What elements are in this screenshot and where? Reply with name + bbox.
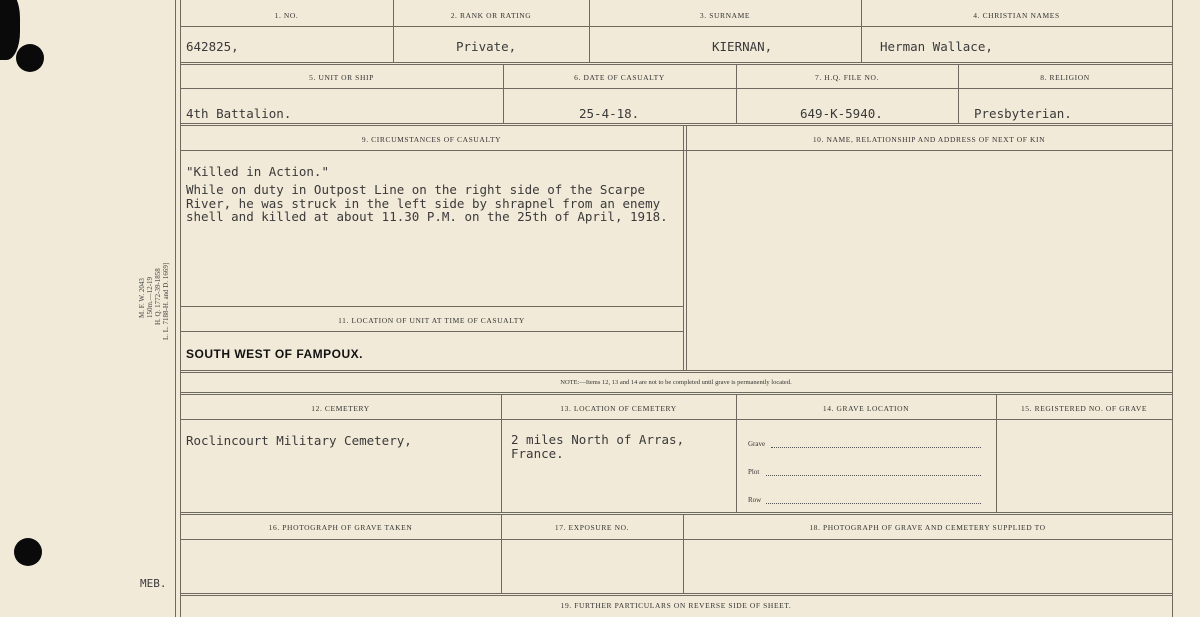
rule <box>180 88 1172 89</box>
col-divider <box>589 0 590 62</box>
col-divider <box>683 126 684 370</box>
header-file-no: 7. H.Q. FILE NO. <box>815 73 879 82</box>
circumstances-text: While on duty in Outpost Line on the right side of the Scarpe River, he was struck in the left side by shrapnel from an enemy shell and killed at about 11.30 P.M. on the 25th of April, 1918. <box>186 182 668 224</box>
unit: 4th Battalion. <box>186 106 292 121</box>
header-photograph-supplied: 18. PHOTOGRAPH OF GRAVE AND CEMETERY SUPPLIED TO <box>809 523 1046 532</box>
col-divider <box>861 0 862 62</box>
clerk-initials: MEB. <box>140 577 167 590</box>
rule <box>180 26 1172 27</box>
casualty-card: M. F. W. 2043 150m.—12-19 H. Q. 1772-39-1858 L. L. 7188-H. and D. 1669] MEB. 1. NO. 2. RANK OR RATING 3. SURNAME 4. CHRISTIAN NAMES 642825, Private, KIERNAN, Herman Wallace, 5. UNIT OR SHIP 6. DATE OF CASUALTY 7. H.Q. FILE NO. 8. RELIGION 4th Battalion. 25-4-18. 649-K-5940. Presbyterian. 9. CIRCUMSTANCES OF CASUALTY 10. NAME, RELATIONSHIP AND ADDRESS OF NEXT OF KIN "Killed in Action." While on duty in Outpost Line on the right side of the Scarpe River, he was struck in the left side by shrapnel from an enemy shell and killed at about 11.30 P.M. on the 25th of April, 1918. 11. LOCATION OF UNIT AT TIME OF CASUALTY SOUTH WEST OF FAMPOUX. NOTE:—Items 12, 13 and 14 are not to be completed until grave is permanently located. 12. CEMETERY 13. LOCATION OF CEMETERY 14. GRAVE LOCATION 15. REGISTERED NO. OF GRAVE Roclincourt Military Cemetery, 2 miles North of Arras, France. Grave Plot Row 16. PHOTOGRAPH OF GRAVE TAKEN 17. EXPOSURE NO. 18. PHOTOGRAPH OF GRAVE AND CEMETERY SUPPLIED TO 19. FURTHER PARTICULARS ON REVERSE SIDE OF SHEET. <box>0 0 1200 617</box>
header-rank: 2. RANK OR RATING <box>450 11 532 20</box>
header-number: 1. NO. <box>274 11 299 20</box>
date-of-casualty: 25-4-18. <box>579 106 640 121</box>
religion: Presbyterian. <box>974 106 1072 121</box>
row-dotted-line <box>766 502 981 504</box>
rule <box>180 150 1172 151</box>
header-location-of-unit: 11. LOCATION OF UNIT AT TIME OF CASUALTY <box>338 316 525 325</box>
rule <box>180 392 1172 395</box>
circumstances-title: "Killed in Action." <box>186 164 329 179</box>
margin-line <box>175 0 176 617</box>
rank: Private, <box>456 39 517 54</box>
plot-label: Plot <box>748 468 760 476</box>
grave-label: Grave <box>748 440 766 448</box>
header-date: 6. DATE OF CASUALTY <box>574 73 665 82</box>
rule <box>180 370 1172 373</box>
rule <box>180 306 683 307</box>
header-registered-no: 15. REGISTERED NO. OF GRAVE <box>1020 404 1148 413</box>
hq-file-no: 649-K-5940. <box>800 106 883 121</box>
surname: KIERNAN, <box>712 39 773 54</box>
col-divider <box>393 0 394 62</box>
cemetery: Roclincourt Military Cemetery, <box>186 433 412 448</box>
rule <box>180 123 1172 126</box>
header-exposure-no: 17. EXPOSURE NO. <box>554 523 630 532</box>
rule <box>180 62 1172 65</box>
punch-hole-bottom <box>14 538 42 566</box>
header-grave-location: 14. GRAVE LOCATION <box>822 404 910 413</box>
rule <box>180 331 683 332</box>
christian-names: Herman Wallace, <box>880 39 993 54</box>
col-divider <box>686 126 687 370</box>
grave-dotted-line <box>771 446 981 448</box>
rule <box>180 593 1172 596</box>
header-circumstances: 9. CIRCUMSTANCES OF CASUALTY <box>361 135 502 144</box>
right-edge <box>1172 0 1173 617</box>
rule <box>180 512 1172 515</box>
header-photograph-taken: 16. PHOTOGRAPH OF GRAVE TAKEN <box>268 523 413 532</box>
note: NOTE:—Items 12, 13 and 14 are not to be completed until grave is permanently located. <box>560 379 792 386</box>
cemetery-location: 2 miles North of Arras, France. <box>511 432 685 461</box>
location-of-unit: SOUTH WEST OF FAMPOUX. <box>186 347 364 361</box>
header-cemetery: 12. CEMETERY <box>311 404 370 413</box>
header-religion: 8. RELIGION <box>1040 73 1090 82</box>
punch-hole-top <box>16 44 44 72</box>
header-location-of-cemetery: 13. LOCATION OF CEMETERY <box>560 404 677 413</box>
header-unit: 5. UNIT OR SHIP <box>309 73 374 82</box>
plot-dotted-line <box>766 474 981 476</box>
regimental-number: 642825, <box>186 39 239 54</box>
header-surname: 3. SURNAME <box>699 11 751 20</box>
row-label: Row <box>748 496 762 504</box>
rule <box>180 419 1172 420</box>
header-next-of-kin: 10. NAME, RELATIONSHIP AND ADDRESS OF NEXT OF KIN <box>812 135 1046 144</box>
header-christian-names: 4. CHRISTIAN NAMES <box>973 11 1060 20</box>
rule <box>180 539 1172 540</box>
footer-note: 19. FURTHER PARTICULARS ON REVERSE SIDE OF SHEET. <box>560 601 792 610</box>
